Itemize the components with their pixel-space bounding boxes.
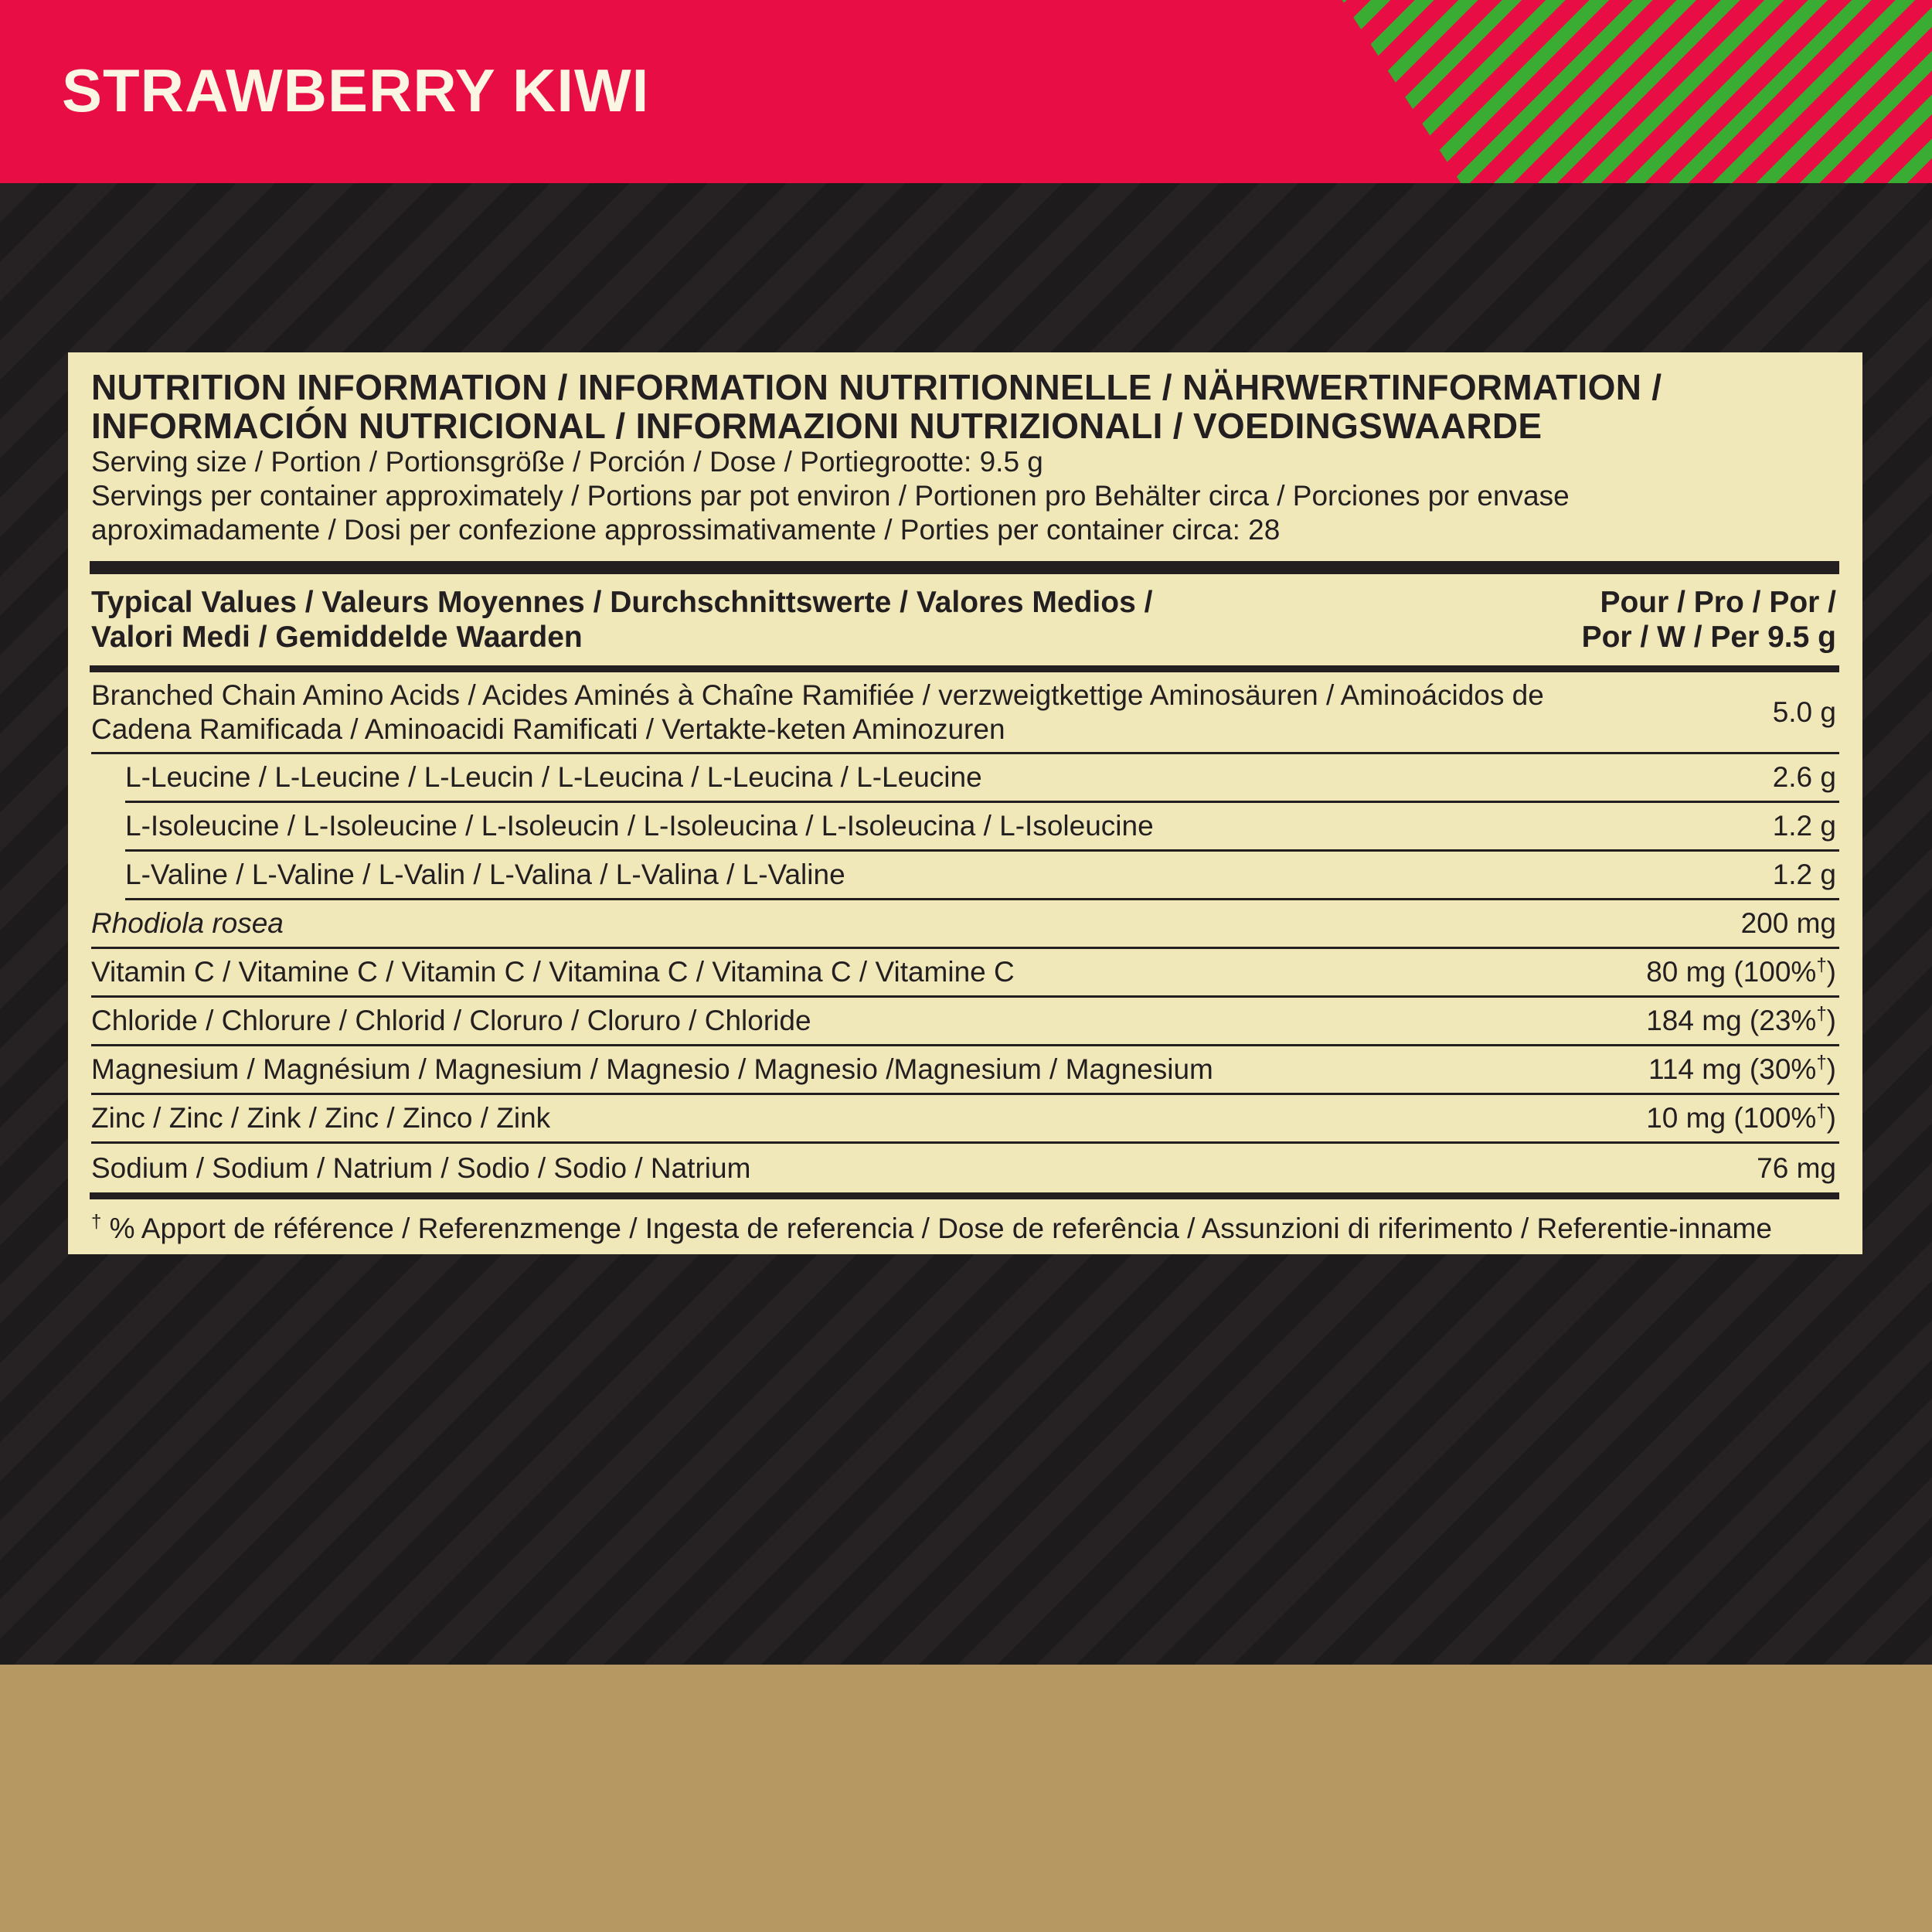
tan-bottom-band (0, 1665, 1932, 1932)
nutrient-value: 5.0 g (1772, 696, 1836, 728)
nutrient-value: 184 mg (23%†) (1646, 1003, 1836, 1036)
table-row-chloride (91, 998, 1839, 1046)
nutrient-value: 76 mg (1757, 1151, 1836, 1184)
per-serving-heading: Pour / Pro / Por / Por / W / Per 9.5 g (1581, 586, 1836, 654)
footnote-text: % Apport de référence / Referenzmenge / Ingesta de referencia / Dose de referência / Assunzioni di riferimento / Referentie-inname (101, 1213, 1772, 1244)
table-row-leucine (125, 754, 1839, 803)
nutrient-label: Vitamin C / Vitamine C / Vitamin C / Vitamina C / Vitamina C / Vitamine C (91, 956, 1015, 988)
nutrient-label: Chloride / Chlorure / Chlorid / Cloruro / Cloruro / Chloride (91, 1005, 811, 1036)
table-row-isoleucine (125, 803, 1839, 852)
nutrient-value: 200 mg (1740, 907, 1836, 939)
nutrient-label: L-Valine / L-Valine / L-Valin / L-Valina / L-Valina / L-Valine (125, 859, 845, 890)
flavor-header (0, 0, 1932, 183)
panel-title-line-1: NUTRITION INFORMATION / INFORMATION NUTRITIONNELLE / NÄHRWERTINFORMATION / (91, 367, 1662, 407)
table-row-sodium (91, 1144, 1839, 1192)
servings-per-container-line-2: aproximadamente / Dosi per confezione approssimativamente / Porties per container circa: 28 (91, 514, 1281, 546)
table-row-magnesium (91, 1046, 1839, 1095)
nutrient-value: 80 mg (100%†) (1646, 954, 1836, 988)
nutrient-label: L-Leucine / L-Leucine / L-Leucin / L-Leucina / L-Leucina / L-Leucine (125, 761, 982, 793)
nutrient-value: 114 mg (30%†) (1648, 1052, 1836, 1085)
nutrient-label: L-Isoleucine / L-Isoleucine / L-Isoleucin / L-Isoleucina / L-Isoleucina / L-Isoleucine (125, 810, 1154, 842)
nutrient-value: 1.2 g (1772, 810, 1836, 842)
nutrition-panel (68, 352, 1862, 1254)
table-row-zinc (91, 1095, 1839, 1144)
table-header (91, 574, 1839, 665)
divider-medium (90, 665, 1839, 672)
divider-thick (90, 561, 1839, 574)
serving-size: Serving size / Portion / Portionsgröße / Porción / Dose / Portiegrootte: 9.5 g (91, 446, 1043, 478)
nutrient-label: Magnesium / Magnésium / Magnesium / Magnesio / Magnesio /Magnesium / Magnesium (91, 1053, 1213, 1085)
footnote (91, 1199, 1841, 1246)
flavor-name: STRAWBERRY KIWI (62, 56, 650, 124)
panel-title-line-2: INFORMACIÓN NUTRICIONAL / INFORMAZIONI NUTRIZIONALI / VOEDINGSWAARDE (91, 406, 1543, 446)
table-row-valine (125, 852, 1839, 900)
panel-title (91, 368, 1841, 445)
nutrient-label: Branched Chain Amino Acids / Acides Aminés à Chaîne Ramifiée / verzweigtkettige Aminosäuren / Aminoácidos de Cadena Ramificada / Aminoacidi Ramificati / Vertakte-keten Aminozuren (91, 679, 1544, 745)
nutrient-label: Zinc / Zinc / Zink / Zinc / Zinco / Zink (91, 1102, 551, 1134)
table-row-bcaa (91, 672, 1839, 754)
nutrient-value: 2.6 g (1772, 761, 1836, 793)
serving-info (91, 445, 1841, 547)
nutrient-label: Rhodiola rosea (91, 907, 284, 939)
dagger-mark: † (91, 1211, 102, 1233)
table-row-vitamin-c (91, 949, 1839, 998)
table-row-rhodiola (91, 900, 1839, 949)
diagonal-stripes-graphic (1128, 0, 1932, 183)
nutrition-rows (91, 672, 1839, 1192)
divider-medium-bottom (90, 1192, 1839, 1199)
servings-per-container-line-1: Servings per container approximately / Portions par pot environ / Portionen pro Behälter circa / Porciones por envase (91, 480, 1570, 512)
typical-values-heading: Typical Values / Valeurs Moyennes / Durchschnittswerte / Valores Medios / Valori Medi / Gemiddelde Waarden (91, 586, 1153, 654)
nutrient-label: Sodium / Sodium / Natrium / Sodio / Sodio / Natrium (91, 1151, 751, 1184)
nutrient-value: 10 mg (100%†) (1646, 1100, 1836, 1134)
nutrient-value: 1.2 g (1772, 859, 1836, 890)
